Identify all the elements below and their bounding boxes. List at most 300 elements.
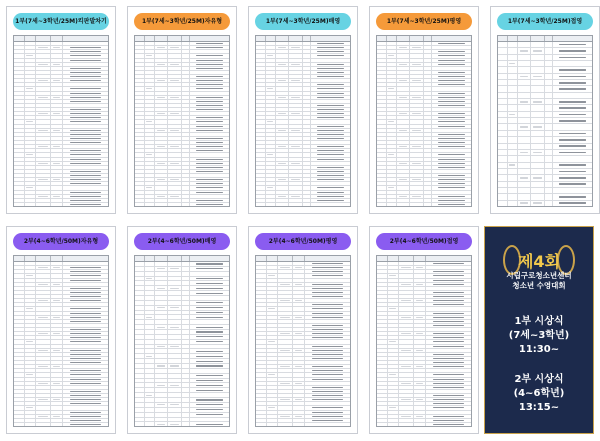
table-cell <box>518 42 531 47</box>
table-cell <box>135 349 145 353</box>
cell-text-placeholder <box>280 366 290 367</box>
table-cell <box>63 63 108 66</box>
table-cell <box>414 357 426 360</box>
table-cell <box>432 120 471 123</box>
table-cell <box>388 291 399 294</box>
table-cell <box>190 100 229 103</box>
cell-text-placeholder <box>412 47 421 48</box>
table-cell <box>545 163 553 168</box>
cell-text-placeholder <box>70 424 102 425</box>
table-cell <box>256 274 267 277</box>
table-cell <box>545 55 553 60</box>
table-cell <box>135 345 145 349</box>
cell-text-placeholder <box>416 366 424 367</box>
table-cell <box>305 266 350 269</box>
table-cell <box>518 201 531 206</box>
table-cell <box>377 100 387 103</box>
table-cell <box>182 320 190 324</box>
table-cell <box>36 283 51 286</box>
table-cell <box>25 423 36 426</box>
cell-text-placeholder <box>389 275 396 276</box>
table-cell <box>14 324 25 327</box>
results-page <box>490 6 600 214</box>
table-cell <box>168 137 181 140</box>
table-cell <box>278 270 293 273</box>
table-cell <box>155 141 168 144</box>
cell-text-placeholder <box>401 366 411 367</box>
table-cell <box>135 100 145 103</box>
table-cell <box>293 291 305 294</box>
table-cell <box>410 129 423 132</box>
table-cell <box>135 191 145 194</box>
table-cell <box>25 307 36 310</box>
table-row <box>256 423 350 426</box>
cell-text-placeholder <box>278 163 287 164</box>
table-cell <box>155 320 168 324</box>
table-cell <box>426 291 471 294</box>
table-cell <box>256 54 266 57</box>
table-cell <box>303 186 311 189</box>
table-cell <box>531 118 544 123</box>
table-cell <box>155 153 168 156</box>
table-cell <box>155 418 168 422</box>
table-cell <box>518 55 531 60</box>
table-cell <box>432 46 471 49</box>
table-cell <box>25 100 36 103</box>
cell-text-placeholder <box>70 97 102 98</box>
table-cell <box>190 92 229 95</box>
table-cell <box>397 112 410 115</box>
table-cell <box>145 42 155 45</box>
table-cell <box>414 345 426 348</box>
table-cell <box>545 112 553 117</box>
table-cell <box>145 129 155 132</box>
table-cell <box>145 369 155 373</box>
table-cell <box>51 274 63 277</box>
table-cell <box>278 266 293 269</box>
table-cell <box>155 286 168 290</box>
table-cell <box>289 125 302 128</box>
table-cell <box>135 141 145 144</box>
table-cell <box>63 125 108 128</box>
column-header <box>145 36 155 41</box>
cell-text-placeholder <box>70 321 102 322</box>
cell-text-placeholder <box>433 387 465 388</box>
table-cell <box>278 378 293 381</box>
table-cell <box>289 67 302 70</box>
table-cell <box>267 390 278 393</box>
table-cell <box>25 137 36 140</box>
cell-text-placeholder <box>559 120 586 122</box>
cell-text-placeholder <box>295 267 303 268</box>
table-cell <box>256 295 267 298</box>
table-cell <box>182 311 190 315</box>
table-cell <box>14 312 25 315</box>
table-cell <box>256 133 266 136</box>
table-cell <box>182 79 190 82</box>
table-cell <box>14 406 25 409</box>
table-cell <box>25 96 36 99</box>
table-cell <box>168 145 181 148</box>
table-cell <box>278 361 293 364</box>
table-cell <box>25 365 36 368</box>
cell-text-placeholder <box>26 275 33 276</box>
table-cell <box>388 378 399 381</box>
cell-text-placeholder <box>70 333 102 334</box>
table-cell <box>168 67 181 70</box>
table-cell <box>256 79 266 82</box>
cell-text-placeholder <box>533 177 542 179</box>
cell-text-placeholder <box>291 179 300 180</box>
table-cell <box>276 178 289 181</box>
table-cell <box>155 330 168 334</box>
cell-text-placeholder <box>53 399 61 400</box>
table-cell <box>387 104 397 107</box>
cell-text-placeholder <box>433 284 465 285</box>
cell-text-placeholder <box>70 267 102 268</box>
table-cell <box>182 120 190 123</box>
table-cell <box>377 361 388 364</box>
table-cell <box>182 301 190 305</box>
cell-text-placeholder <box>559 164 586 166</box>
table-cell <box>155 195 168 198</box>
table-cell <box>155 203 168 206</box>
table-cell <box>414 390 426 393</box>
cell-text-placeholder <box>268 407 275 408</box>
table-cell <box>293 316 305 319</box>
table-cell <box>508 42 518 47</box>
table-cell <box>276 182 289 185</box>
cell-text-placeholder <box>399 130 408 131</box>
cell-text-placeholder <box>438 196 465 197</box>
results-page <box>248 226 358 434</box>
table-cell <box>278 340 293 343</box>
table-cell <box>424 141 432 144</box>
table-cell <box>36 295 51 298</box>
table-cell <box>25 79 36 82</box>
table-cell <box>388 402 399 405</box>
table-cell <box>36 186 51 189</box>
table-cell <box>135 359 145 363</box>
table-cell <box>424 162 432 165</box>
cell-text-placeholder <box>53 383 61 384</box>
table-cell <box>190 398 229 402</box>
table-cell <box>289 166 302 169</box>
table-cell <box>432 137 471 140</box>
table-cell <box>155 71 168 74</box>
column-header <box>155 36 168 41</box>
table-cell <box>498 74 508 79</box>
cell-text-placeholder <box>559 82 586 84</box>
table-cell <box>168 96 181 99</box>
cell-text-placeholder <box>278 146 287 147</box>
table-cell <box>432 75 471 78</box>
table-cell <box>410 71 423 74</box>
table-cell <box>14 100 25 103</box>
table-cell <box>182 262 190 266</box>
table-cell <box>256 108 266 111</box>
table-cell <box>289 129 302 132</box>
table-cell <box>414 262 426 265</box>
table-cell <box>498 182 508 187</box>
table-cell <box>311 83 350 86</box>
table-cell <box>508 48 518 53</box>
cell-text-placeholder <box>70 109 102 110</box>
table-cell <box>63 46 108 49</box>
cell-text-placeholder <box>196 88 223 89</box>
table-cell <box>51 104 63 107</box>
cell-text-placeholder <box>196 351 223 352</box>
table-cell <box>508 61 518 66</box>
table-cell <box>190 46 229 49</box>
table-cell <box>36 378 51 381</box>
table-cell <box>190 277 229 281</box>
table-cell <box>135 162 145 165</box>
column-header <box>414 256 426 261</box>
cell-text-placeholder <box>438 80 465 81</box>
table-cell <box>289 116 302 119</box>
table-cell <box>14 369 25 372</box>
table-cell <box>182 281 190 285</box>
table-cell <box>135 116 145 119</box>
table-cell <box>25 83 36 86</box>
cell-text-placeholder <box>438 183 465 184</box>
cell-text-placeholder <box>291 163 300 164</box>
cell-text-placeholder <box>38 146 48 147</box>
table-cell <box>377 158 387 161</box>
cell-text-placeholder <box>53 113 61 114</box>
table-cell <box>63 283 108 286</box>
table-cell <box>145 195 155 198</box>
table-cell <box>432 195 471 198</box>
table-cell <box>278 369 293 372</box>
table-cell <box>135 79 145 82</box>
table-cell <box>311 199 350 202</box>
table-cell <box>190 174 229 177</box>
cell-text-placeholder <box>53 366 61 367</box>
table-cell <box>51 59 63 62</box>
cell-text-placeholder <box>317 196 344 197</box>
table-cell <box>397 166 410 169</box>
cell-text-placeholder <box>433 374 465 375</box>
cell-text-placeholder <box>38 399 48 400</box>
cell-text-placeholder <box>70 101 102 102</box>
table-cell <box>135 383 145 387</box>
table-cell <box>190 296 229 300</box>
table-cell <box>25 345 36 348</box>
table-cell <box>545 42 553 47</box>
table-cell <box>276 59 289 62</box>
table-cell <box>182 96 190 99</box>
table-cell <box>414 312 426 315</box>
table-cell <box>377 303 388 306</box>
table-cell <box>424 178 432 181</box>
column-header <box>14 256 25 261</box>
table-cell <box>51 340 63 343</box>
table-cell <box>276 92 289 95</box>
table-cell <box>276 170 289 173</box>
table-cell <box>14 353 25 356</box>
table-cell <box>399 316 414 319</box>
table-cell <box>266 42 276 45</box>
cell-text-placeholder <box>317 72 344 73</box>
table-cell <box>63 324 108 327</box>
table-cell <box>256 266 267 269</box>
table-cell <box>51 361 63 364</box>
table-cell <box>63 59 108 62</box>
table-cell <box>377 373 388 376</box>
table-cell <box>14 166 25 169</box>
cell-text-placeholder <box>559 183 586 185</box>
table-cell <box>303 100 311 103</box>
table-cell <box>377 287 388 290</box>
table-cell <box>51 336 63 339</box>
table-cell <box>531 156 544 161</box>
cell-text-placeholder <box>196 183 223 184</box>
table-cell <box>168 182 181 185</box>
table-cell <box>377 398 388 401</box>
table-cell <box>182 145 190 148</box>
table-cell <box>432 166 471 169</box>
cell-text-placeholder <box>157 327 166 328</box>
table-cell <box>399 411 414 414</box>
table-cell <box>388 382 399 385</box>
table-cell <box>410 162 423 165</box>
table-cell <box>182 87 190 90</box>
table-cell <box>397 141 410 144</box>
table-cell <box>498 163 508 168</box>
table-cell <box>145 291 155 295</box>
table-cell <box>531 99 544 104</box>
cell-text-placeholder <box>312 317 344 318</box>
table-cell <box>190 306 229 310</box>
table-cell <box>498 194 508 199</box>
table-cell <box>168 166 181 169</box>
cell-text-placeholder <box>317 138 344 139</box>
cell-text-placeholder <box>268 275 275 276</box>
table-cell <box>305 332 350 335</box>
table-cell <box>276 166 289 169</box>
table-cell <box>531 182 544 187</box>
table-cell <box>518 67 531 72</box>
table-cell <box>531 55 544 60</box>
table-cell <box>414 378 426 381</box>
table-cell <box>289 92 302 95</box>
table-cell <box>36 129 51 132</box>
table-cell <box>276 162 289 165</box>
column-header <box>278 256 293 261</box>
table-cell <box>426 287 471 290</box>
table-cell <box>508 175 518 180</box>
table-cell <box>553 156 592 161</box>
table-cell <box>51 149 63 152</box>
cell-text-placeholder <box>70 154 102 155</box>
table-cell <box>168 296 181 300</box>
table-cell <box>432 54 471 57</box>
table-cell <box>289 174 302 177</box>
table-cell <box>303 42 311 45</box>
table-cell <box>397 96 410 99</box>
cell-text-placeholder <box>433 420 465 421</box>
table-cell <box>432 153 471 156</box>
table-cell <box>426 262 471 265</box>
table-cell <box>289 162 302 165</box>
table-cell <box>155 108 168 111</box>
table-cell <box>397 153 410 156</box>
table-cell <box>25 312 36 315</box>
table-cell <box>387 100 397 103</box>
table-cell <box>63 394 108 397</box>
table-cell <box>498 105 508 110</box>
table-cell <box>293 274 305 277</box>
table-cell <box>426 349 471 352</box>
table-cell <box>14 120 25 123</box>
table-cell <box>36 133 51 136</box>
table-row <box>498 201 592 206</box>
table-cell <box>25 274 36 277</box>
cell-text-placeholder <box>312 407 344 408</box>
table-cell <box>145 286 155 290</box>
table-cell <box>51 406 63 409</box>
table-cell <box>182 75 190 78</box>
table-cell <box>51 386 63 389</box>
table-cell <box>388 411 399 414</box>
table-cell <box>182 59 190 62</box>
cell-text-placeholder <box>70 337 102 338</box>
cell-text-placeholder <box>157 179 166 180</box>
table-cell <box>424 92 432 95</box>
table-cell <box>63 307 108 310</box>
table-cell <box>410 79 423 82</box>
table-cell <box>36 162 51 165</box>
table-cell <box>168 125 181 128</box>
table-cell <box>190 63 229 66</box>
table-cell <box>25 129 36 132</box>
cell-text-placeholder <box>157 424 166 425</box>
cell-text-placeholder <box>70 150 102 151</box>
cell-text-placeholder <box>438 64 465 65</box>
table-cell <box>155 403 168 407</box>
table-cell <box>293 411 305 414</box>
table-cell <box>518 74 531 79</box>
table-cell <box>256 299 267 302</box>
table-cell <box>414 295 426 298</box>
table-cell <box>14 365 25 368</box>
cell-text-placeholder <box>170 64 179 65</box>
table-cell <box>399 398 414 401</box>
column-header <box>377 256 388 261</box>
table-cell <box>182 116 190 119</box>
table-cell <box>155 199 168 202</box>
poster-part1 <box>485 315 593 357</box>
cell-text-placeholder <box>70 60 102 61</box>
results-page <box>369 226 479 434</box>
table-cell <box>14 423 25 426</box>
table-cell <box>311 166 350 169</box>
table-cell <box>414 307 426 310</box>
table-cell <box>190 186 229 189</box>
table-cell <box>426 316 471 319</box>
table-cell <box>63 382 108 385</box>
cell-text-placeholder <box>53 284 61 285</box>
cell-text-placeholder <box>70 341 102 342</box>
column-header <box>410 36 423 41</box>
table-cell <box>289 199 302 202</box>
table-cell <box>256 166 266 169</box>
cell-text-placeholder <box>412 130 421 131</box>
table-cell <box>14 75 25 78</box>
table-cell <box>145 178 155 181</box>
